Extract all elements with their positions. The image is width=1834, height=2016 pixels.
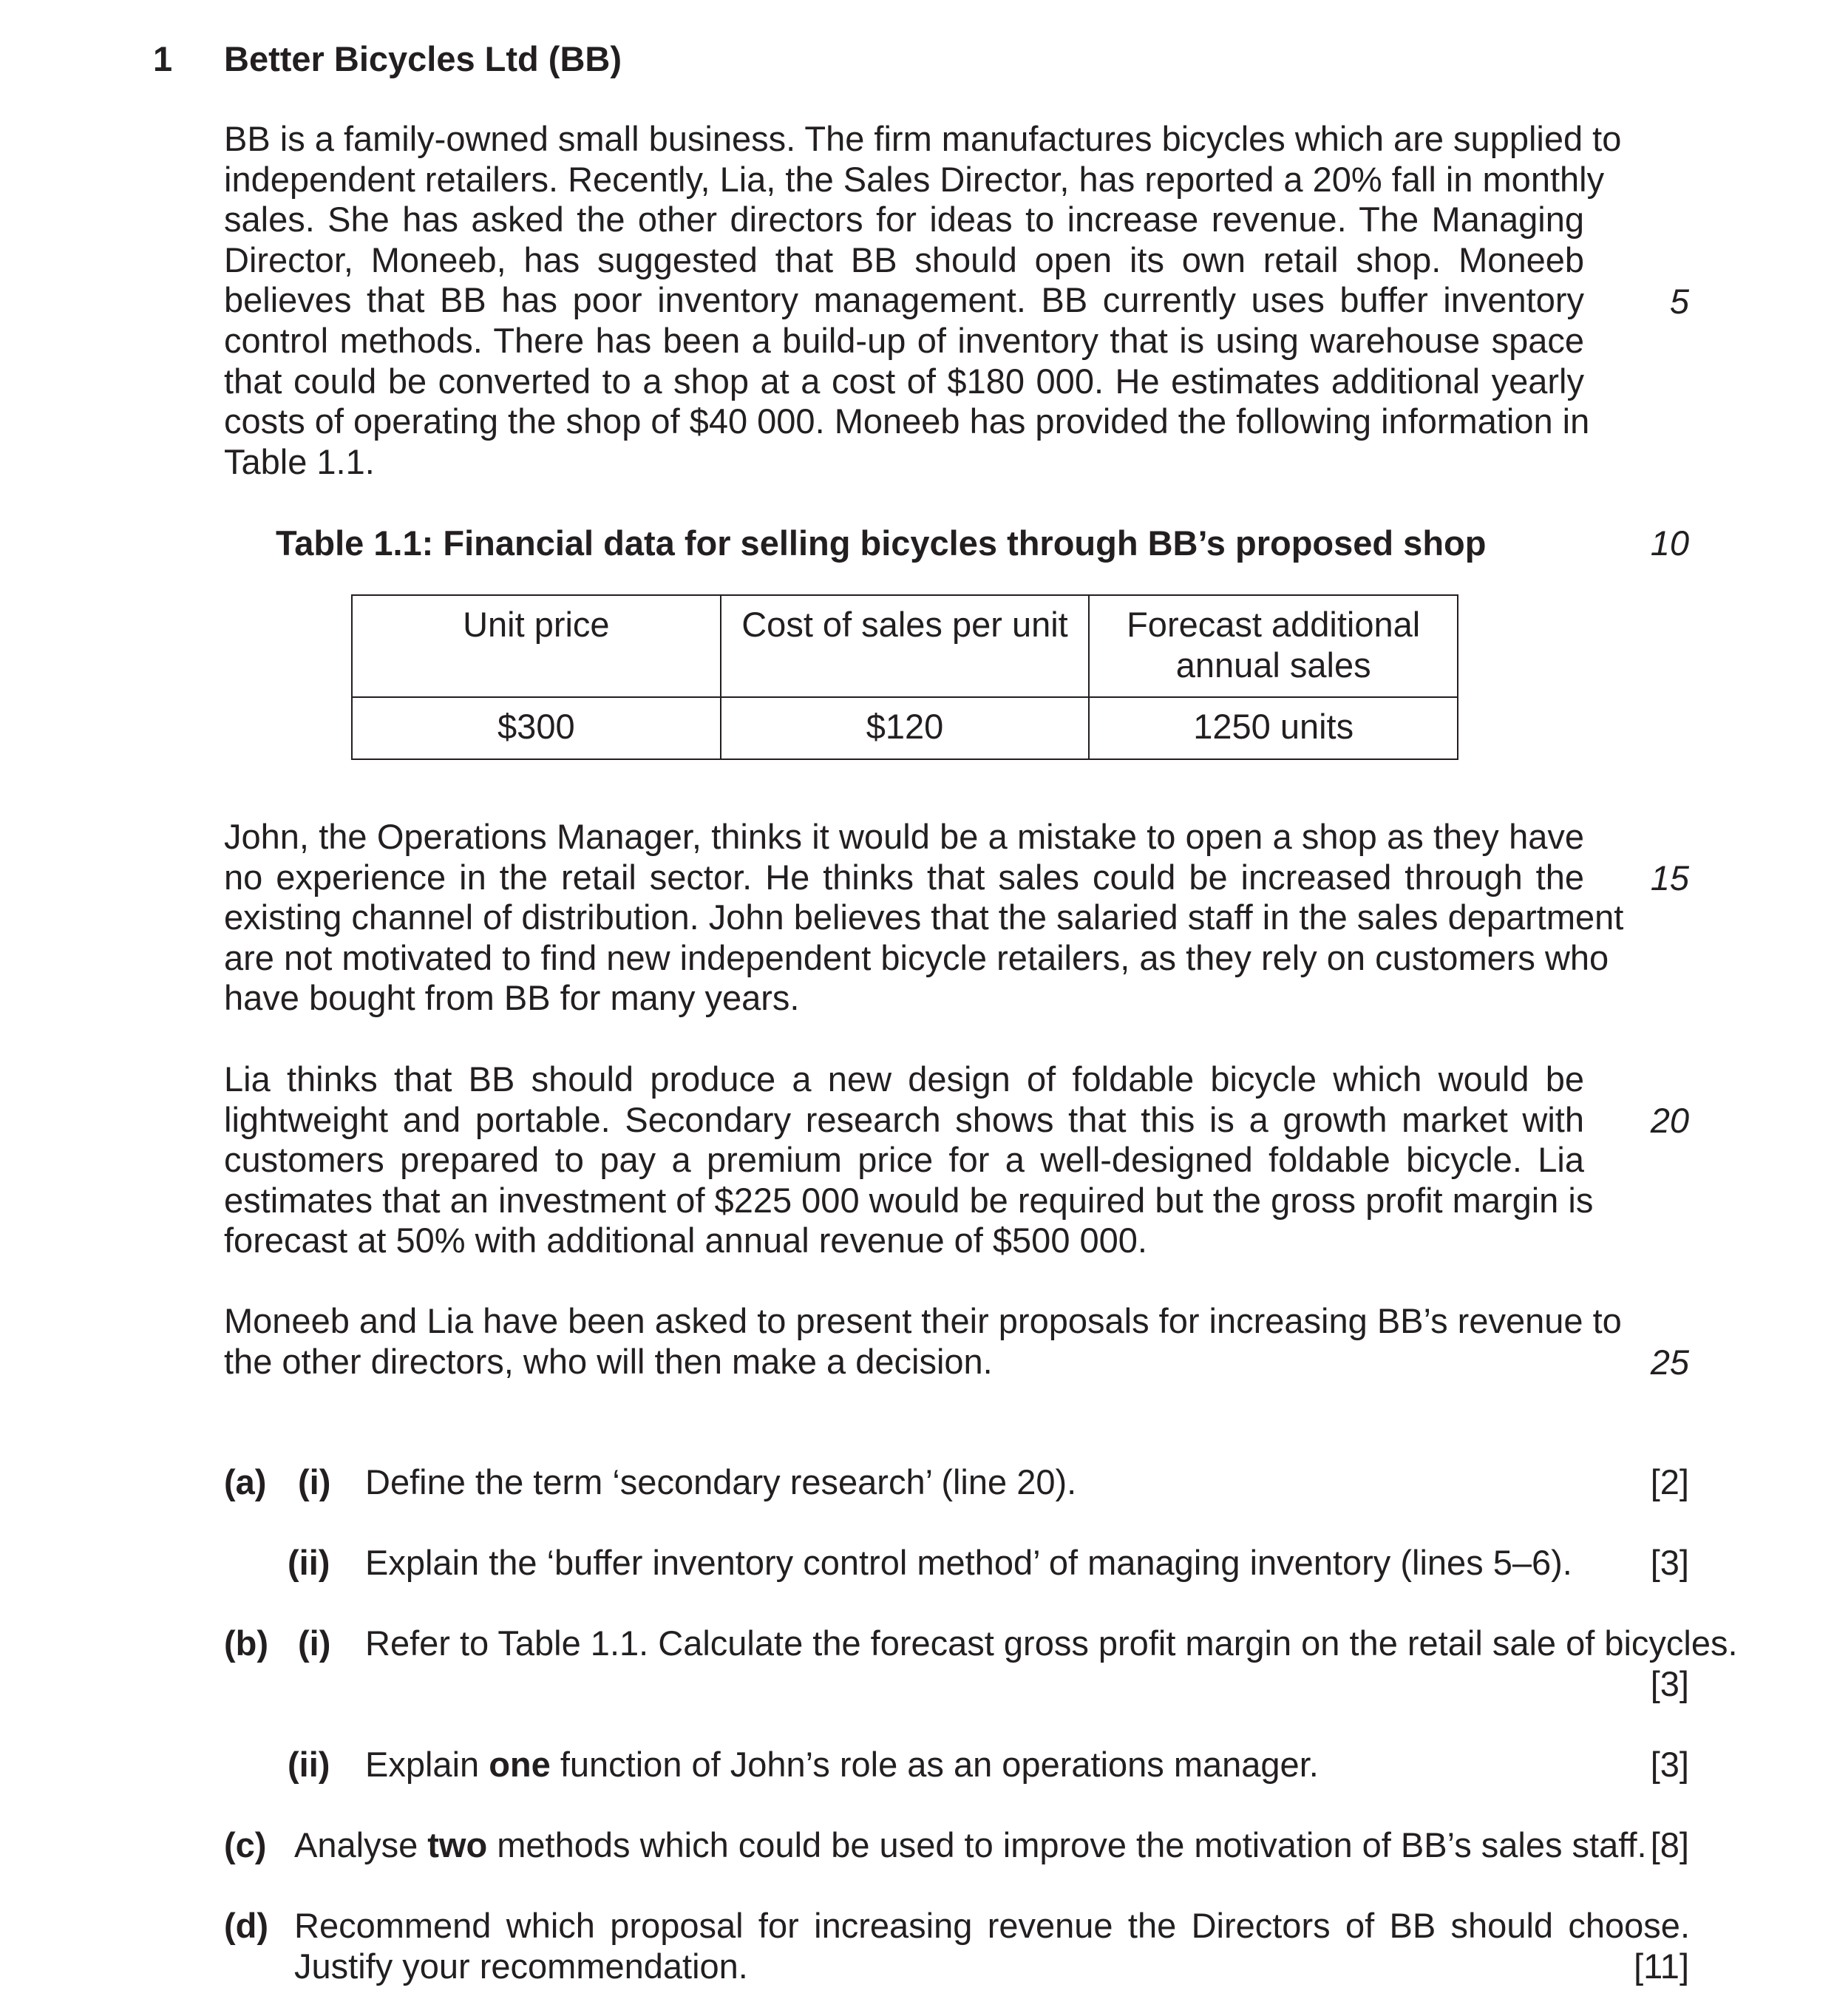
case-paragraph-4 xyxy=(224,1301,1622,1382)
text-line: no experience in the retail sector. He thinks that sales could be increased through the xyxy=(224,857,1584,897)
header-line: annual sales xyxy=(1175,645,1371,685)
text-line: existing channel of distribution. John believes that the salaried staff in the sales department xyxy=(224,897,1624,937)
question-c-label: (c) xyxy=(224,1825,267,1864)
question-text: methods which could be used to improve the motivation of BB’s sales staff. xyxy=(487,1825,1647,1864)
text-line: BB is a family-owned small business. The firm manufactures bicycles which are supplied to xyxy=(224,119,1622,158)
text-line: costs of operating the shop of $40 000. Moneeb has provided the following information in xyxy=(224,401,1590,441)
question-a-ii-marks: [3] xyxy=(1650,1543,1689,1582)
question-b-label: (b) xyxy=(224,1623,269,1663)
text-line: Justify your recommendation. xyxy=(294,1946,748,1986)
question-a-i-label: (i) xyxy=(298,1462,331,1501)
table-cell: $300 xyxy=(352,697,721,759)
question-d-label: (d) xyxy=(224,1906,269,1945)
text-line: Director, Moneeb, has suggested that BB should open its own retail shop. Moneeb xyxy=(224,240,1584,279)
question-b-ii-label: (ii) xyxy=(288,1745,330,1784)
text-line: have bought from BB for many years. xyxy=(224,978,800,1018)
financial-data-table xyxy=(351,594,1458,760)
emphasis: one xyxy=(489,1745,551,1784)
text-line: lightweight and portable. Secondary research shows that this is a growth market with xyxy=(224,1099,1584,1139)
question-text: Explain xyxy=(365,1745,489,1784)
emphasis: two xyxy=(427,1825,488,1864)
text-line: believes that BB has poor inventory management. BB currently uses buffer inventory xyxy=(224,280,1584,320)
question-b-ii-text xyxy=(365,1745,1319,1785)
question-text: function of John’s role as an operations manager. xyxy=(550,1745,1319,1784)
table-header-cell: Unit price xyxy=(352,595,721,697)
table-header-cell: Cost of sales per unit xyxy=(721,595,1090,697)
question-a-i-marks: [2] xyxy=(1650,1462,1689,1501)
question-a-label: (a) xyxy=(224,1462,267,1501)
table-header-row xyxy=(352,595,1458,697)
question-d-marks: [11] xyxy=(1634,1947,1689,1986)
text-line: estimates that an investment of $225 000 would be required but the gross profit margin is xyxy=(224,1180,1594,1220)
case-paragraph-2 xyxy=(224,817,1624,1019)
question-b-i-label: (i) xyxy=(298,1623,331,1663)
question-text: Analyse xyxy=(294,1825,428,1864)
line-number-5: 5 xyxy=(1669,282,1689,321)
text-line: customers prepared to pay a premium price for a well-designed foldable bicycle. Lia xyxy=(224,1140,1584,1180)
table-row xyxy=(352,697,1458,759)
question-a-ii-label: (ii) xyxy=(288,1543,330,1582)
case-paragraph-3 xyxy=(224,1059,1594,1261)
line-number-25: 25 xyxy=(1650,1343,1689,1382)
table-header-cell xyxy=(1089,595,1458,697)
text-line: forecast at 50% with additional annual revenue of $500 000. xyxy=(224,1221,1147,1260)
header-line: Forecast additional xyxy=(1127,605,1421,644)
text-line: Recommend which proposal for increasing revenue the Directors of BB should choose. xyxy=(294,1906,1690,1945)
text-line: Lia thinks that BB should produce a new design of foldable bicycle which would be xyxy=(224,1059,1584,1099)
text-line: control methods. There has been a build-up of inventory that is using warehouse space xyxy=(224,320,1584,360)
question-b-i-marks: [3] xyxy=(1650,1664,1689,1703)
text-line: the other directors, who will then make a decision. xyxy=(224,1341,993,1381)
question-b-ii-marks: [3] xyxy=(1650,1745,1689,1784)
case-paragraph-1 xyxy=(224,119,1622,482)
question-c-marks: [8] xyxy=(1650,1825,1689,1864)
table-cell: 1250 units xyxy=(1089,697,1458,759)
question-a-ii-text: Explain the ‘buffer inventory control method’ of managing inventory (lines 5–6). xyxy=(365,1543,1572,1582)
text-line: sales. She has asked the other directors for ideas to increase revenue. The Managing xyxy=(224,200,1584,240)
table-cell: $120 xyxy=(721,697,1090,759)
question-d-text xyxy=(294,1906,1690,1986)
table-caption: Table 1.1: Financial data for selling bicycles through BB’s proposed shop xyxy=(276,523,1487,563)
text-line: independent retailers. Recently, Lia, the Sales Director, has reported a 20% fall in monthly xyxy=(224,159,1605,199)
line-number-20: 20 xyxy=(1650,1101,1689,1140)
question-a-i-text: Define the term ‘secondary research’ (line 20). xyxy=(365,1462,1077,1501)
line-number-15: 15 xyxy=(1650,858,1689,897)
line-number-10: 10 xyxy=(1650,523,1689,563)
question-title: Better Bicycles Ltd (BB) xyxy=(224,39,622,78)
text-line: Table 1.1. xyxy=(224,441,375,481)
text-line: John, the Operations Manager, thinks it would be a mistake to open a shop as they have xyxy=(224,817,1584,856)
text-line: that could be converted to a shop at a cost of $180 000. He estimates additional yearly xyxy=(224,361,1584,401)
text-line: Moneeb and Lia have been asked to present their proposals for increasing BB’s revenue to xyxy=(224,1301,1622,1340)
question-b-i-text: Refer to Table 1.1. Calculate the forecast gross profit margin on the retail sale of bicycles. xyxy=(365,1623,1738,1663)
question-c-text xyxy=(294,1825,1647,1866)
question-number: 1 xyxy=(153,39,173,78)
text-line: are not motivated to find new independent bicycle retailers, as they rely on customers who xyxy=(224,937,1609,977)
